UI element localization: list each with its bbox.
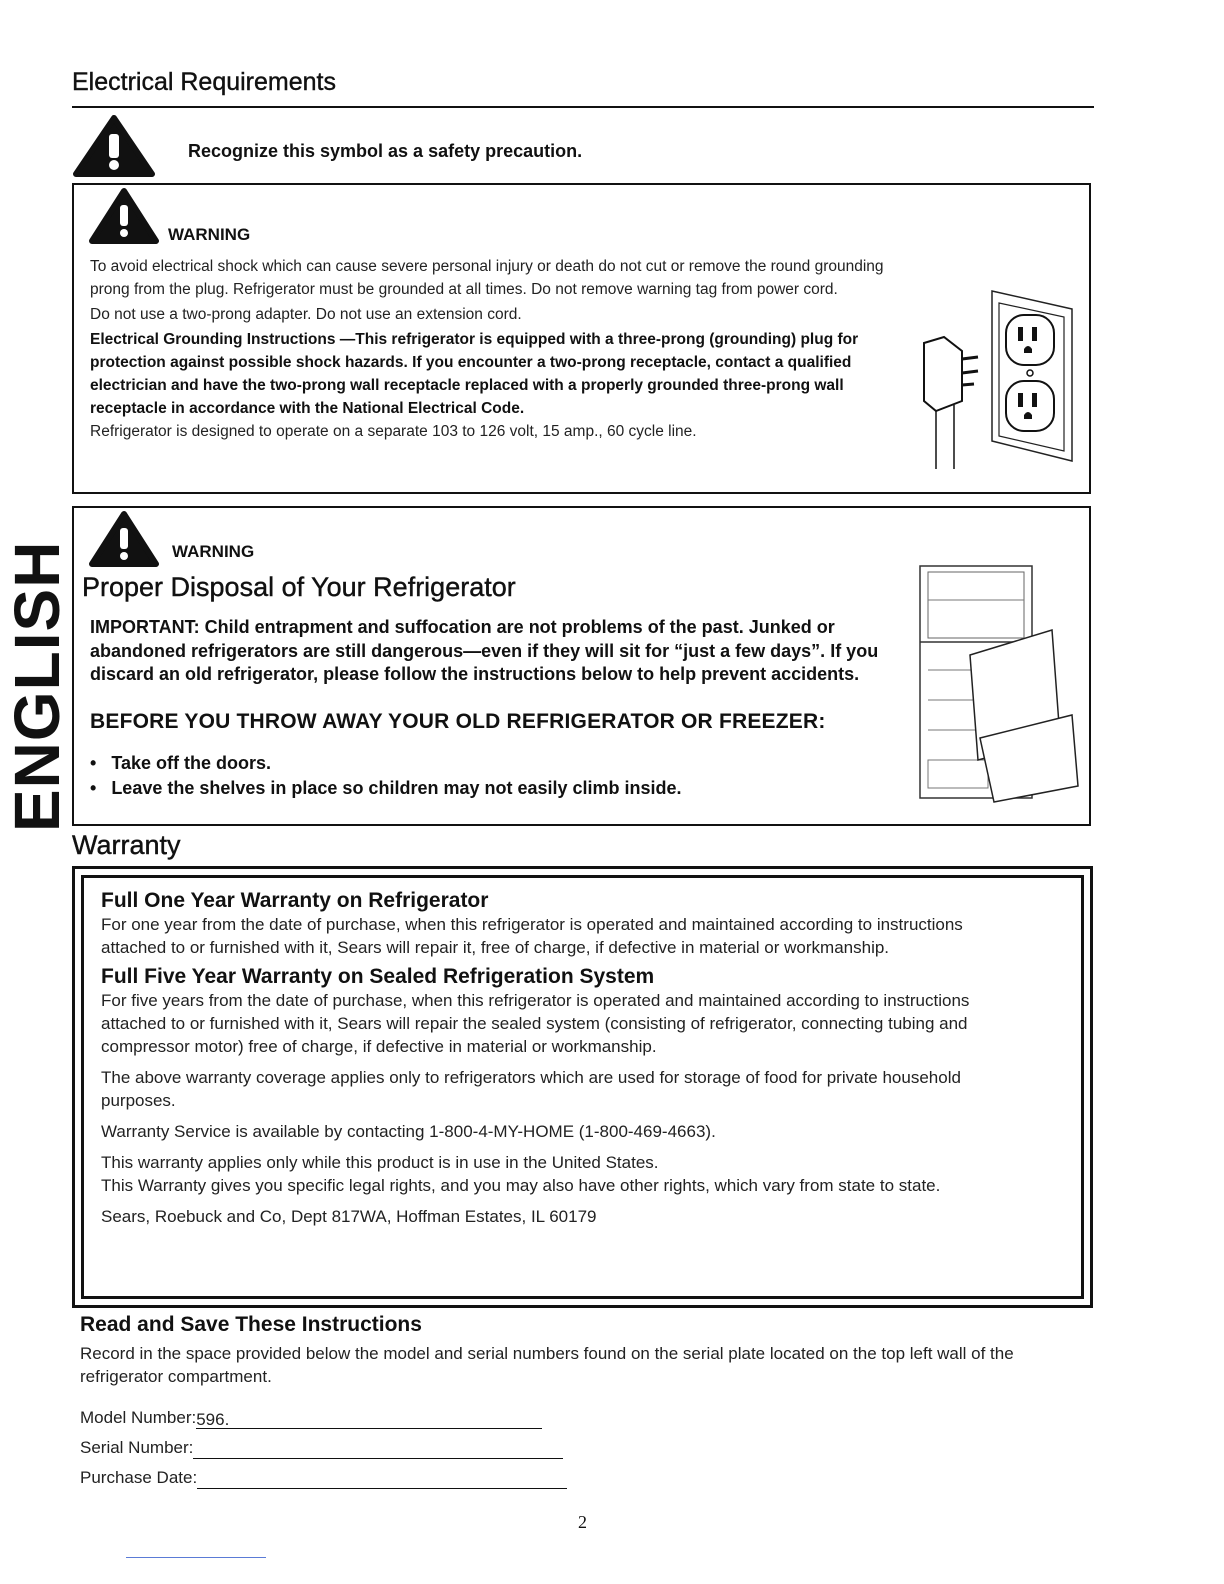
grounding-instructions: Electrical Grounding Instructions —This refrigerator is equipped with a three-prong (grounding) plug for protection against possible shock hazards. If you encounter a two-prong receptacle, contact a qualified electrician and have the two-prong wall receptacle replaced with a properly grounded three-prong wall receptacle in accordance with the National Electrical Code. xyxy=(90,331,859,417)
serial-number-field: Serial Number: xyxy=(80,1436,563,1459)
warning-label: WARNING xyxy=(172,542,255,561)
service-text: Warranty Service is available by contacting 1-800-4-MY-HOME (1-800-469-4663). xyxy=(101,1122,716,1141)
power-rating: Refrigerator is designed to operate on a separate 103 to 126 volt, 15 amp., 60 cycle line. xyxy=(90,423,697,440)
adapter-text: Do not use a two-prong adapter. Do not use an extension cord. xyxy=(90,306,522,323)
title-rule xyxy=(72,106,1094,108)
model-number-field: Model Number:596. xyxy=(80,1406,542,1429)
one-year-heading: Full One Year Warranty on Refrigerator xyxy=(101,889,489,912)
list-item: • Leave the shelves in place so children may not easily climb inside. xyxy=(90,778,682,798)
disposal-warning-box xyxy=(72,506,1091,826)
purchase-date-field: Purchase Date: xyxy=(80,1466,567,1489)
records-heading: Read and Save These Instructions xyxy=(80,1313,422,1336)
legal-rights-text: This Warranty gives you specific legal rights, and you may also have other rights, which vary from state to state. xyxy=(101,1176,941,1195)
refrigerator-doors-removed-illustration xyxy=(912,560,1084,806)
model-number-line: 596. xyxy=(196,1408,542,1429)
records-text: Record in the space provided below the model and serial numbers found on the serial plate located on the top left wall of the refrigerator compartment. xyxy=(80,1344,1014,1386)
five-year-heading: Full Five Year Warranty on Sealed Refrigeration System xyxy=(101,965,655,988)
disposal-title: Proper Disposal of Your Refrigerator xyxy=(82,572,516,602)
warning-icon xyxy=(88,187,160,245)
symbol-note: Recognize this symbol as a safety precaution. xyxy=(188,141,583,161)
serial-number-line xyxy=(193,1438,563,1459)
grounded-outlet-illustration xyxy=(914,281,1084,471)
warranty-box xyxy=(72,866,1093,1308)
five-year-text: For five years from the date of purchase, when this refrigerator is operated and maintained according to instructions attached to or furnished with it, Sears will repair the sealed system (consisting of refrigerator, connecting tubing and compressor motor) free of charge, if defective in material or workmanship. xyxy=(101,991,970,1056)
list-item: • Take off the doors. xyxy=(90,753,271,773)
us-only-text: This warranty applies only while this product is in use in the United States. xyxy=(101,1153,659,1172)
warranty-title: Warranty xyxy=(72,830,181,860)
footer-line xyxy=(126,1557,266,1558)
safety-alert-icon xyxy=(72,114,156,178)
purchase-date-line xyxy=(197,1468,567,1489)
language-side-tab: ENGLISH xyxy=(1,540,73,832)
warning-text: To avoid electrical shock which can cause severe personal injury or death do not cut or remove the round grounding prong from the plug. Refrigerator must be grounded at all times. Do not remove warning tag from power cord. xyxy=(90,258,884,298)
page-number: 2 xyxy=(578,1512,587,1532)
electrical-warning-box xyxy=(72,183,1091,494)
coverage-text: The above warranty coverage applies only to refrigerators which are used for storage of food for private household purposes. xyxy=(101,1068,961,1110)
sears-address: Sears, Roebuck and Co, Dept 817WA, Hoffman Estates, IL 60179 xyxy=(101,1207,597,1226)
one-year-text: For one year from the date of purchase, when this refrigerator is operated and maintained according to instructions attached to or furnished with it, Sears will repair it, free of charge, if defective in material or workmanship. xyxy=(101,915,963,957)
disposal-important: IMPORTANT: Child entrapment and suffocation are not problems of the past. Junked or abandoned refrigerators are still dangerous—even if they will sit for “just a few days”. If you discard an old refrigerator, please follow the instructions below to help prevent accidents. xyxy=(90,617,879,684)
page-title: Electrical Requirements xyxy=(72,68,336,96)
warning-icon xyxy=(88,510,160,568)
warning-label: WARNING xyxy=(168,225,251,244)
disposal-heading: BEFORE YOU THROW AWAY YOUR OLD REFRIGERATOR OR FREEZER: xyxy=(90,710,826,733)
